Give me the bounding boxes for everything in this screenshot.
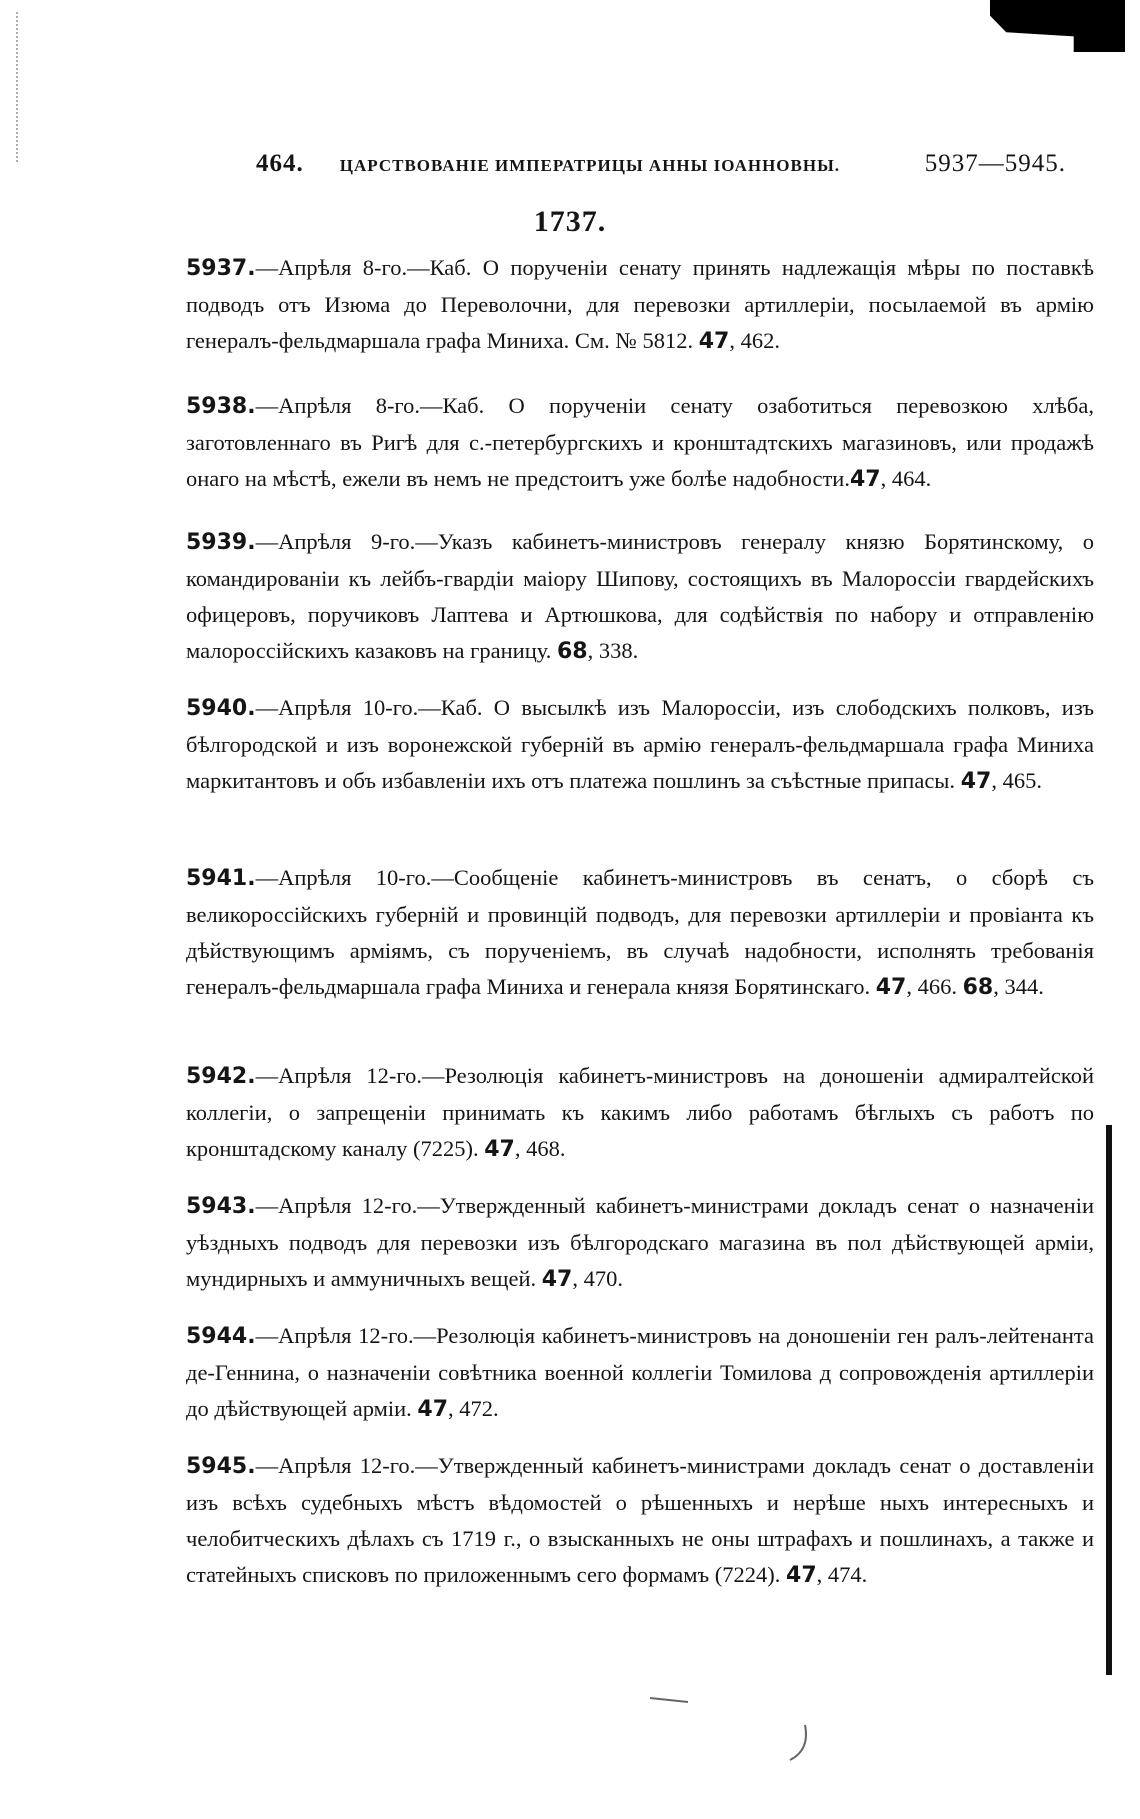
entry-number: 5937. [186, 256, 256, 281]
volume-ref: 47 [960, 769, 992, 794]
volume-ref: 47 [698, 329, 730, 354]
entry-5938 [186, 388, 1094, 498]
page-ref: , 465. [991, 768, 1042, 793]
entry-text: —Апрѣля 12-го.—Утвержденный кабинетъ-министрами докладъ сенат о доставленіи изъ всѣхъ судебныхъ мѣстъ вѣдомостей о рѣшенныхъ и нерѣше ныхъ интересныхъ и челобитческихъ дѣлахъ съ 1719 г., о взысканныхъ не оны штрафахъ и пошлинахъ, а также и статейныхъ списковъ по приложеннымъ сего формамъ (7224). [186, 1453, 1094, 1587]
volume-ref: 47 [875, 975, 907, 1000]
entry-text: —Апрѣля 12-го.—Резолюція кабинетъ-министровъ на доношеніи ген ралъ-лейтенанта де-Геннина, о назначеніи совѣтника военной коллегіи Томилова д сопровожденія артиллеріи до дѣйствующей арміи. [186, 1323, 1094, 1421]
entry-5942 [186, 1058, 1094, 1168]
page-ref: , 470. [572, 1266, 623, 1291]
running-header [256, 150, 1066, 190]
volume-ref: 47 [417, 1397, 449, 1422]
entry-number: 5941. [186, 866, 256, 891]
volume-ref: 47 [484, 1137, 515, 1162]
page-ref: , 338. [587, 638, 639, 663]
running-title: ЦАРСТВОВАНІЕ ИМПЕРАТРИЦЫ АННЫ ІОАННОВНЫ. [339, 156, 841, 175]
entry-text: —Апрѣля 10-го.—Сообщеніе кабинетъ-министровъ въ сенатъ, о сборѣ съ великороссійскихъ губерній и провинцій подводъ, для перевозки артиллеріи и провіанта къ дѣйствующимъ арміямъ, съ порученіемъ, въ случаѣ надобности, исполнять требованія генералъ-фельдмаршала графа Миниха и генерала князя Борятинскаго. [186, 865, 1094, 999]
volume-ref: 47 [849, 467, 881, 492]
page-ref-2: , 344. [993, 974, 1044, 999]
entry-5939 [186, 524, 1094, 670]
page-number: 464. [256, 150, 304, 177]
scan-edge-specks [16, 12, 26, 162]
entry-5945 [186, 1448, 1094, 1594]
entry-range: 5937—5945. [924, 150, 1066, 177]
entry-5937 [186, 250, 1094, 360]
volume-ref: 47 [541, 1267, 573, 1292]
entry-5943 [186, 1188, 1094, 1298]
page-ref: , 466. [906, 974, 957, 999]
entry-number: 5940. [186, 696, 256, 721]
volume-ref: 47 [786, 1563, 817, 1588]
volume-ref-2: 68 [962, 975, 994, 1000]
scan-edge-bar [1106, 1125, 1112, 1675]
entry-text: —Апрѣля 12-го.—Утвержденный кабинетъ-министрами докладъ сенат о назначеніи уѣздныхъ подводъ для перевозки изъ бѣлгородскаго магазина въ пол дѣйствующей арміи, мундирныхъ и аммуничныхъ вещей. [186, 1193, 1094, 1291]
page-ref: , 464. [880, 466, 932, 491]
entry-number: 5939. [186, 530, 256, 555]
entry-5940 [186, 690, 1094, 800]
year-heading: 1737. [533, 205, 607, 238]
volume-ref: 68 [557, 639, 588, 664]
entry-number: 5942. [186, 1064, 256, 1089]
page-ref: , 472. [448, 1396, 499, 1421]
entry-number: 5938. [186, 394, 256, 419]
scan-marks [640, 1680, 840, 1770]
entry-number: 5945. [186, 1454, 256, 1479]
entry-5944 [186, 1318, 1094, 1428]
entry-number: 5943. [186, 1194, 256, 1219]
entry-text: —Апрѣля 12-го.—Резолюція кабинетъ-министровъ на доношеніи адмиралтейской коллегіи, о запрещеніи принимать къ какимъ либо работамъ бѣглыхъ съ работъ по кронштадскому каналу (7225). [186, 1063, 1094, 1161]
page-ref: , 474. [816, 1562, 868, 1587]
scan-corner-blot [990, 0, 1125, 52]
entry-text: —Апрѣля 9-го.—Указъ кабинетъ-министровъ генералу князю Борятинскому, о командированіи къ лейбъ-гвардіи маіору Шипову, состоящихъ въ Малороссіи гвардейскихъ офицеровъ, поручиковъ Лаптева и Артюшкова, для содѣйствія по набору и отправленію малороссійскихъ казаковъ на границу. [186, 529, 1094, 663]
entry-number: 5944. [186, 1324, 256, 1349]
entry-text: —Апрѣля 8-го.—Каб. О порученіи сенату принять надлежащія мѣры по поставкѣ подводъ отъ Изюма до Переволочни, для перевозки артиллеріи, посылаемой въ армію генералъ-фельдмаршала графа Миниха. См. № 5812. [186, 255, 1094, 353]
entry-text: —Апрѣля 8-го.—Каб. О порученіи сенату озаботиться перевозкою хлѣба, заготовленнаго въ Ригѣ для с.-петербургскихъ и кронштадтскихъ магазиновъ, или продажѣ онаго на мѣстѣ, ежели въ немъ не предстоитъ уже болѣе надобности. [186, 393, 1094, 491]
entry-text: —Апрѣля 10-го.—Каб. О высылкѣ изъ Малороссіи, изъ слободскихъ полковъ, изъ бѣлгородской и изъ воронежской губерній въ армію генералъ-фельдмаршала графа Миниха маркитантовъ и объ избавленіи ихъ отъ платежа пошлинъ за съѣстные припасы. [186, 695, 1094, 793]
entry-5941 [186, 860, 1094, 1006]
page-ref: , 462. [729, 328, 780, 353]
page-ref: , 468. [514, 1136, 566, 1161]
